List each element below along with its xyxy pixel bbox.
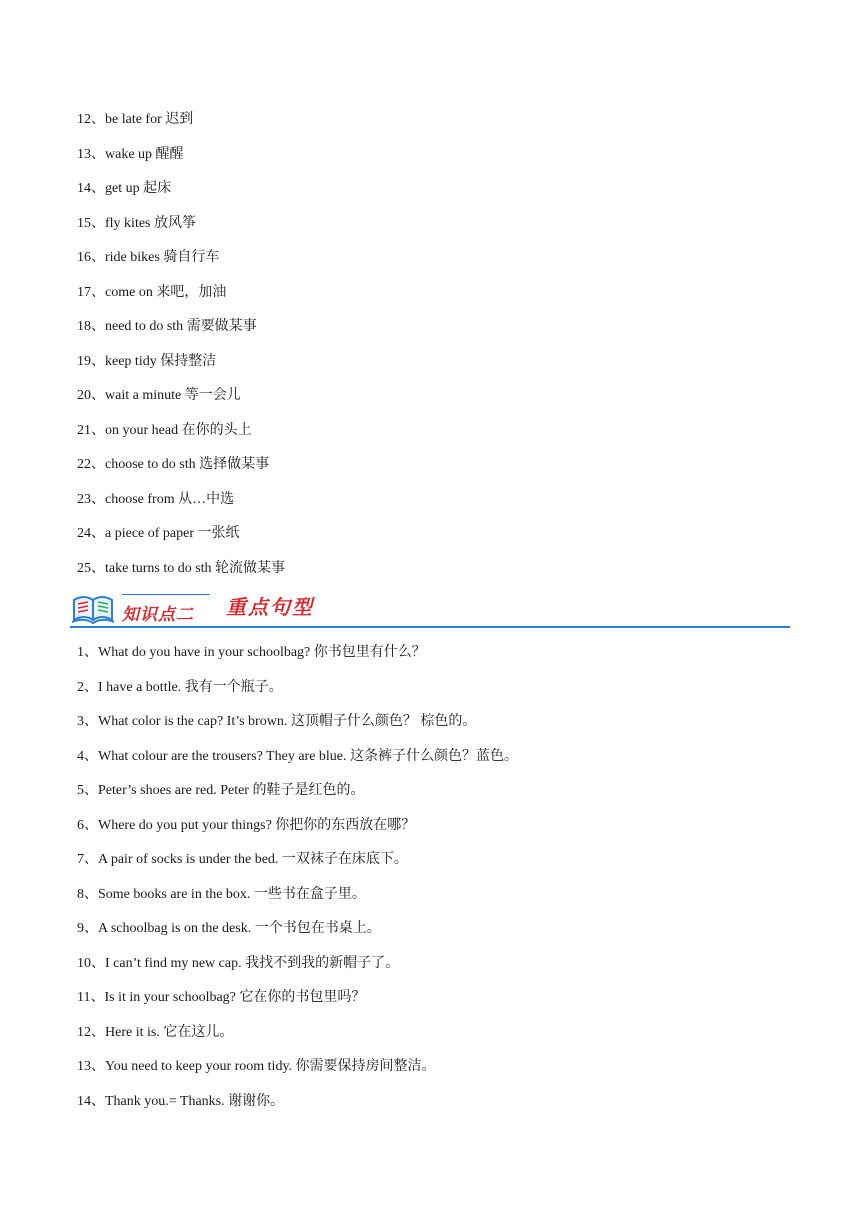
section-label: 知识点二	[122, 605, 194, 625]
section-divider	[70, 626, 790, 628]
sentence-item: 9、A schoolbag is on the desk. 一个书包在书桌上。	[77, 921, 381, 936]
sentence-item: 7、A pair of socks is under the bed. 一双袜子在床底下。	[77, 852, 408, 867]
section-label-wrap	[122, 590, 214, 625]
vocab-item: 16、ride bikes 骑自行车	[77, 250, 220, 265]
vocab-item: 24、a piece of paper 一张纸	[77, 526, 240, 541]
sentence-item: 2、I have a bottle. 我有一个瓶子。	[77, 679, 283, 695]
vocab-item: 15、fly kites 放风筝	[77, 215, 196, 231]
vocab-item: 23、choose from 从…中选	[77, 491, 235, 507]
vocab-item: 17、come on 来吧，加油	[77, 284, 227, 300]
sentence-item: 8、Some books are in the box. 一些书在盒子里。	[77, 886, 366, 902]
section-header	[70, 588, 790, 628]
vocab-item: 12、be late for 迟到	[77, 112, 194, 127]
vocab-item: 18、need to do sth 需要做某事	[77, 319, 257, 334]
vocab-item: 14、get up 起床	[77, 181, 172, 196]
sentence-item: 10、I can’t find my new cap. 我找不到我的新帽子了。	[77, 955, 400, 971]
vocab-item: 22、choose to do sth 选择做某事	[77, 457, 270, 472]
sentence-item: 12、Here it is. 它在这儿。	[77, 1024, 234, 1040]
vocab-item: 20、wait a minute 等一会儿	[77, 388, 241, 403]
sentence-item: 11、Is it in your schoolbag? 它在你的书包里吗？	[77, 990, 366, 1005]
sentence-item: 3、What color is the cap? It’s brown. 这顶帽子什么颜色？ 棕色的。	[77, 714, 477, 729]
vocab-item: 13、wake up 醒醒	[77, 146, 184, 162]
section-title: 重点句型	[226, 595, 314, 619]
sentence-item: 1、What do you have in your schoolbag? 你书包里有什么？	[77, 645, 426, 660]
book-icon	[70, 590, 116, 626]
sentence-item: 14、Thank you.= Thanks. 谢谢你。	[77, 1093, 285, 1109]
vocab-item: 25、take turns to do sth 轮流做某事	[77, 560, 286, 576]
sentence-item: 13、You need to keep your room tidy. 你需要保持房间整洁。	[77, 1059, 436, 1074]
vocabulary-list	[77, 110, 285, 593]
vocab-item: 21、on your head 在你的头上	[77, 422, 252, 438]
sentence-item: 5、Peter’s shoes are red. Peter 的鞋子是红色的。	[77, 783, 365, 798]
label-underline	[122, 594, 210, 595]
sentence-item: 4、What colour are the trousers? They are blue. 这条裤子什么颜色？蓝色。	[77, 748, 519, 764]
sentence-list	[77, 643, 518, 1126]
sentence-item: 6、Where do you put your things? 你把你的东西放在哪？	[77, 817, 416, 833]
vocab-item: 19、keep tidy 保持整洁	[77, 353, 217, 369]
